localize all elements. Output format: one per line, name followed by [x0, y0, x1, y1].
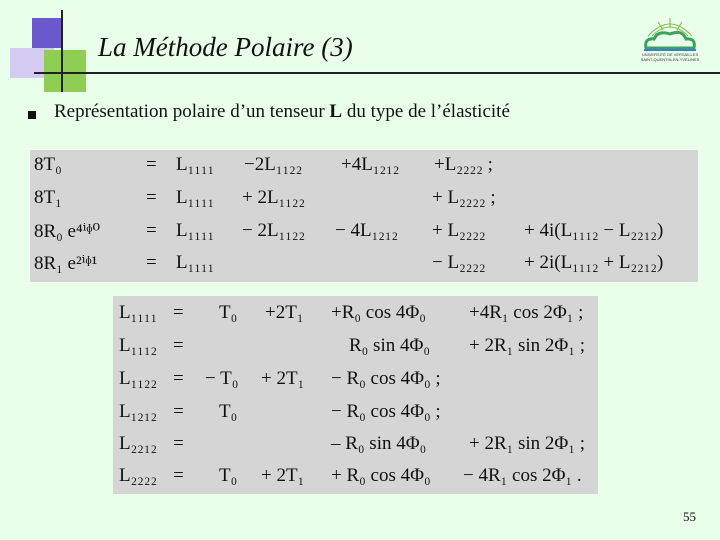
- subtitle-text-1: Représentation polaire d’un tenseur: [54, 101, 330, 122]
- eq2-r5-c1: T₀: [219, 465, 238, 486]
- eq1-r2-c2: − 2L₁₁₂₂: [242, 220, 306, 241]
- eq1-r3-c1: L₁₁₁₁: [176, 252, 215, 273]
- eq2-r4-c3: – R₀ sin 4Φ₀: [331, 433, 427, 454]
- equation-box-1: [30, 150, 698, 282]
- eq1-r0-c4: +L₂₂₂₂ ;: [434, 154, 493, 175]
- eq2-r3-c3: − R₀ cos 4Φ₀ ;: [331, 401, 441, 422]
- eq2-r4-c4: + 2R₁ sin 2Φ₁ ;: [469, 433, 585, 454]
- eq2-r2-c1: − T₀: [205, 368, 239, 389]
- eq2-r3-eq: =: [173, 401, 184, 422]
- eq2-r2-c2: + 2T₁: [261, 368, 305, 389]
- eq1-r2-eq: =: [146, 220, 157, 241]
- eq2-r1-lhs: L₁₁₁₂: [119, 335, 158, 356]
- eq2-r0-c2: +2T₁: [265, 302, 304, 323]
- eq2-r1-eq: =: [173, 335, 184, 356]
- eq1-r3-lhs: 8R₁ e²ⁱᶲ¹: [34, 253, 98, 274]
- eq2-r5-c3: + R₀ cos 4Φ₀: [331, 465, 431, 486]
- eq2-r5-eq: =: [173, 465, 184, 486]
- eq1-r1-c4: + L₂₂₂₂ ;: [432, 187, 496, 208]
- eq2-r4-eq: =: [173, 433, 184, 454]
- eq1-r0-lhs: 8T₀: [34, 154, 62, 175]
- eq2-r0-lhs: L₁₁₁₁: [119, 302, 158, 323]
- logo-text-line2: SAINT-QUENTIN-EN-YVELINES: [640, 57, 700, 62]
- eq2-r5-lhs: L₂₂₂₂: [119, 465, 158, 486]
- bullet-square-icon: [28, 111, 36, 119]
- title-underline: [34, 72, 720, 74]
- eq2-r2-c3: − R₀ cos 4Φ₀ ;: [331, 368, 441, 389]
- eq1-r1-c2: + 2L₁₁₂₂: [242, 187, 306, 208]
- eq2-r1-c3: R₀ sin 4Φ₀: [349, 335, 430, 356]
- eq2-r2-eq: =: [173, 368, 184, 389]
- slide-title: La Méthode Polaire (3): [98, 32, 353, 62]
- eq1-r1-c1: L₁₁₁₁: [176, 187, 215, 208]
- eq2-r2-lhs: L₁₁₂₂: [119, 368, 158, 389]
- eq2-r0-eq: =: [173, 302, 184, 323]
- eq1-r1-lhs: 8T₁: [34, 187, 62, 208]
- deco-vertical-line: [61, 10, 63, 92]
- eq1-r2-c4: + L₂₂₂₂: [432, 220, 486, 241]
- eq1-r2-c1: L₁₁₁₁: [176, 220, 215, 241]
- subtitle-text-2: du type de l’élasticité: [342, 101, 510, 122]
- eq2-r3-c1: T₀: [219, 401, 238, 422]
- eq1-r0-c3: +4L₁₂₁₂: [341, 154, 400, 175]
- eq1-r3-c4: − L₂₂₂₂: [432, 252, 486, 273]
- subtitle: [54, 101, 510, 123]
- university-logo: [636, 14, 704, 64]
- deco-square-green: [44, 50, 86, 92]
- eq2-r4-lhs: L₂₂₁₂: [119, 433, 158, 454]
- eq1-r2-lhs: 8R₀ e⁴ⁱᶲ⁰: [34, 221, 101, 242]
- eq1-r3-c5: + 2i(L₁₁₁₂ + L₂₂₁₂): [524, 252, 664, 273]
- eq2-r0-c4: +4R₁ cos 2Φ₁ ;: [469, 302, 584, 323]
- logo-cloud-icon: [644, 32, 696, 50]
- eq2-r3-lhs: L₁₂₁₂: [119, 401, 158, 422]
- deco-square-blue: [32, 18, 62, 48]
- eq1-r0-c2: −2L₁₁₂₂: [244, 154, 303, 175]
- logo-text-line1: UNIVERSITÉ DE VERSAILLES: [641, 52, 699, 57]
- subtitle-bold-L: L: [329, 101, 343, 122]
- eq1-r1-eq: =: [146, 187, 157, 208]
- eq1-r0-c1: L₁₁₁₁: [176, 154, 215, 175]
- eq1-r2-c5: + 4i(L₁₁₁₂ − L₂₂₁₂): [524, 220, 664, 241]
- page-number: 55: [683, 509, 696, 524]
- eq2-r0-c1: T₀: [219, 302, 238, 323]
- eq1-r3-eq: =: [146, 252, 157, 273]
- eq2-r5-c2: + 2T₁: [261, 465, 305, 486]
- equation-box-2: [113, 296, 598, 494]
- eq2-r1-c4: + 2R₁ sin 2Φ₁ ;: [469, 335, 585, 356]
- eq1-r0-eq: =: [146, 154, 157, 175]
- eq2-r0-c3: +R₀ cos 4Φ₀: [331, 302, 426, 323]
- eq1-r2-c3: − 4L₁₂₁₂: [335, 220, 399, 241]
- eq2-r5-c4: − 4R₁ cos 2Φ₁ .: [463, 465, 582, 486]
